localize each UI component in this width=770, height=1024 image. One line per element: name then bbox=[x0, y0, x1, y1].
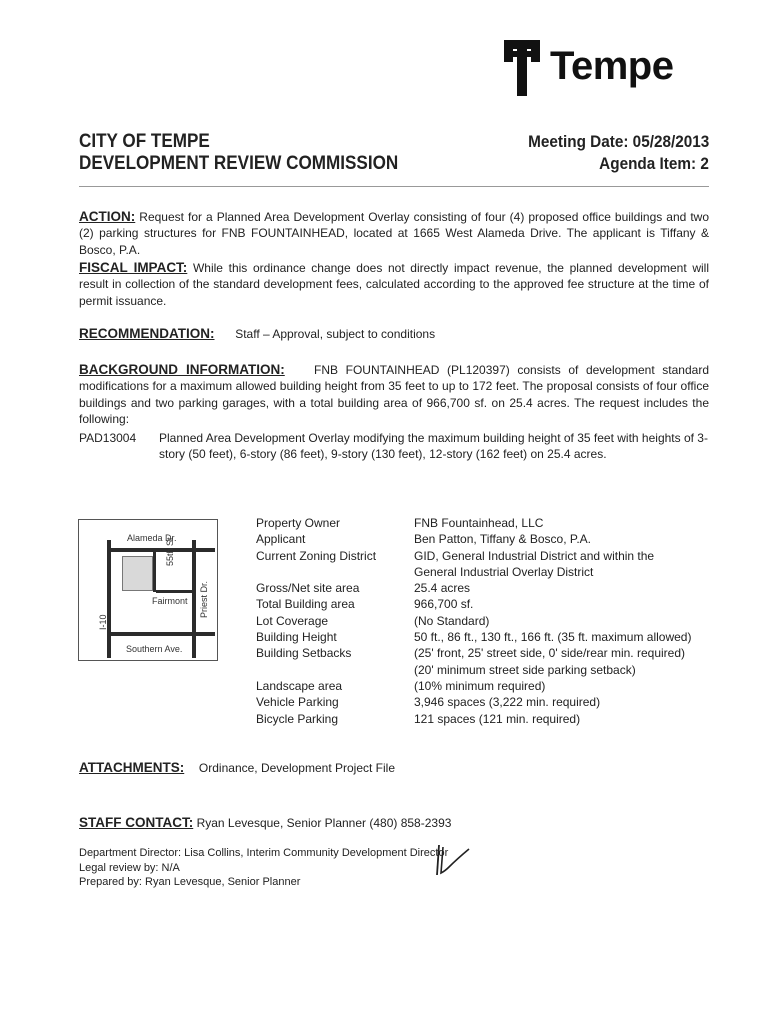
map-road-priest bbox=[192, 540, 196, 658]
footer-prepared-by: Prepared by: Ryan Levesque, Senior Planner bbox=[79, 876, 301, 888]
detail-value: (20' minimum street side parking setback) bbox=[414, 662, 636, 677]
detail-label: Landscape area bbox=[256, 678, 343, 693]
detail-value: GID, General Industrial District and within the bbox=[414, 548, 655, 563]
map-label-fairmont: Fairmont bbox=[152, 596, 188, 606]
detail-label-spacer bbox=[256, 662, 376, 678]
footer-legal-review: Legal review by: N/A bbox=[79, 861, 180, 874]
footer-block bbox=[79, 846, 448, 890]
detail-value: FNB Fountainhead, LLC bbox=[414, 516, 544, 530]
details-labels bbox=[256, 515, 376, 727]
detail-label: Total Building area bbox=[256, 597, 355, 612]
detail-label-spacer bbox=[256, 564, 376, 580]
staff-contact-section bbox=[79, 815, 709, 831]
map-road-55th bbox=[153, 552, 156, 592]
detail-value: (No Standard) bbox=[414, 613, 490, 628]
logo-text: Tempe bbox=[550, 44, 674, 88]
tempe-logo bbox=[500, 36, 715, 96]
background-label: BACKGROUND INFORMATION: bbox=[79, 362, 285, 377]
header-commission: DEVELOPMENT REVIEW COMMISSION bbox=[79, 153, 399, 174]
fiscal-impact-section bbox=[79, 260, 709, 309]
pad-text: Planned Area Development Overlay modifying the maximum building height of 35 feet with heights of 3-story (50 feet), 6-story (86 feet), 9-story (130 feet), 12-story (162 feet) on 25.4 acres. bbox=[159, 431, 708, 462]
detail-value: 25.4 acres bbox=[414, 581, 471, 596]
map-road-i10 bbox=[107, 540, 111, 658]
tempe-logo-icon bbox=[500, 36, 544, 96]
meeting-date: Meeting Date: 05/28/2013 bbox=[527, 132, 709, 151]
background-section bbox=[79, 362, 709, 427]
map-road-alameda bbox=[107, 548, 215, 552]
detail-label: Building Setbacks bbox=[256, 646, 352, 661]
action-label: ACTION: bbox=[79, 209, 136, 224]
detail-value: 3,946 spaces (3,222 min. required) bbox=[414, 695, 601, 710]
detail-label: Vehicle Parking bbox=[256, 695, 339, 710]
map-road-fairmont bbox=[156, 590, 192, 593]
detail-value: 121 spaces (121 min. required) bbox=[414, 711, 581, 726]
recommendation-section bbox=[79, 326, 709, 342]
map-label-alameda: Alameda Dr. bbox=[127, 533, 177, 543]
detail-label: Applicant bbox=[256, 532, 306, 547]
fiscal-impact-text: While this ordinance change does not directly impact revenue, the planned development will result in collection of the standard development fees, calculated according to the approved fee structure at the time of permit issuance. bbox=[79, 261, 709, 308]
detail-label: Bicycle Parking bbox=[256, 711, 339, 726]
map-label-priest: Priest Dr. bbox=[199, 580, 209, 618]
map-label-55th: 55th St bbox=[165, 537, 175, 566]
detail-value: 50 ft., 86 ft., 130 ft., 166 ft. (35 ft. maximum allowed) bbox=[414, 630, 692, 645]
attachments-label: ATTACHMENTS: bbox=[79, 760, 185, 775]
map-road-southern bbox=[107, 632, 215, 636]
vicinity-map bbox=[78, 519, 218, 661]
agenda-item: Agenda Item: 2 bbox=[599, 154, 709, 173]
staff-contact-label: STAFF CONTACT: bbox=[79, 815, 194, 830]
recommendation-text: Staff – Approval, subject to conditions bbox=[235, 327, 436, 341]
detail-label: Gross/Net site area bbox=[256, 581, 360, 596]
map-label-i10: I-10 bbox=[98, 614, 108, 630]
header-divider bbox=[79, 186, 709, 187]
detail-value: Ben Patton, Tiffany & Bosco, P.A. bbox=[414, 532, 591, 547]
background-text: FNB FOUNTAINHEAD (PL120397) consists of development standard modifications for a maximum allowed building height from 35 feet to up to 172 feet. The proposal consists of four office buildings and two parking garages, with a total building area of 966,700 sf. on 25.4 acres. The request includes the following: bbox=[79, 363, 709, 426]
attachments-section bbox=[79, 760, 709, 776]
header-city: CITY OF TEMPE bbox=[79, 131, 210, 152]
fiscal-impact-label: FISCAL IMPACT: bbox=[79, 260, 188, 275]
recommendation-label: RECOMMENDATION: bbox=[79, 326, 215, 341]
detail-value: General Industrial Overlay District bbox=[414, 564, 594, 579]
map-label-southern: Southern Ave. bbox=[126, 644, 183, 654]
detail-label: Building Height bbox=[256, 630, 337, 645]
map-site-parcel bbox=[122, 556, 153, 591]
detail-value: 966,700 sf. bbox=[414, 597, 474, 612]
detail-label: Property Owner bbox=[256, 516, 341, 530]
action-section bbox=[79, 209, 709, 258]
attachments-text: Ordinance, Development Project File bbox=[198, 761, 396, 775]
pad-code: PAD13004 bbox=[79, 431, 137, 445]
director-initials-signature bbox=[433, 841, 473, 879]
staff-contact-text: Ryan Levesque, Senior Planner (480) 858-2393 bbox=[196, 816, 452, 830]
footer-director: Department Director: Lisa Collins, Interim Community Development Director bbox=[79, 847, 449, 859]
detail-value: (25' front, 25' street side, 0' side/rear min. required) bbox=[414, 646, 685, 661]
action-text: Request for a Planned Area Development Overlay consisting of four (4) proposed office buildings and two (2) parking structures for FNB FOUNTAINHEAD, located at 1665 West Alameda Drive. The applicant is Tiffany & Bosco, P.A. bbox=[79, 210, 709, 257]
detail-label: Lot Coverage bbox=[256, 613, 329, 628]
detail-label: Current Zoning District bbox=[256, 548, 377, 563]
details-values bbox=[414, 515, 691, 727]
detail-value: (10% minimum required) bbox=[414, 678, 546, 693]
